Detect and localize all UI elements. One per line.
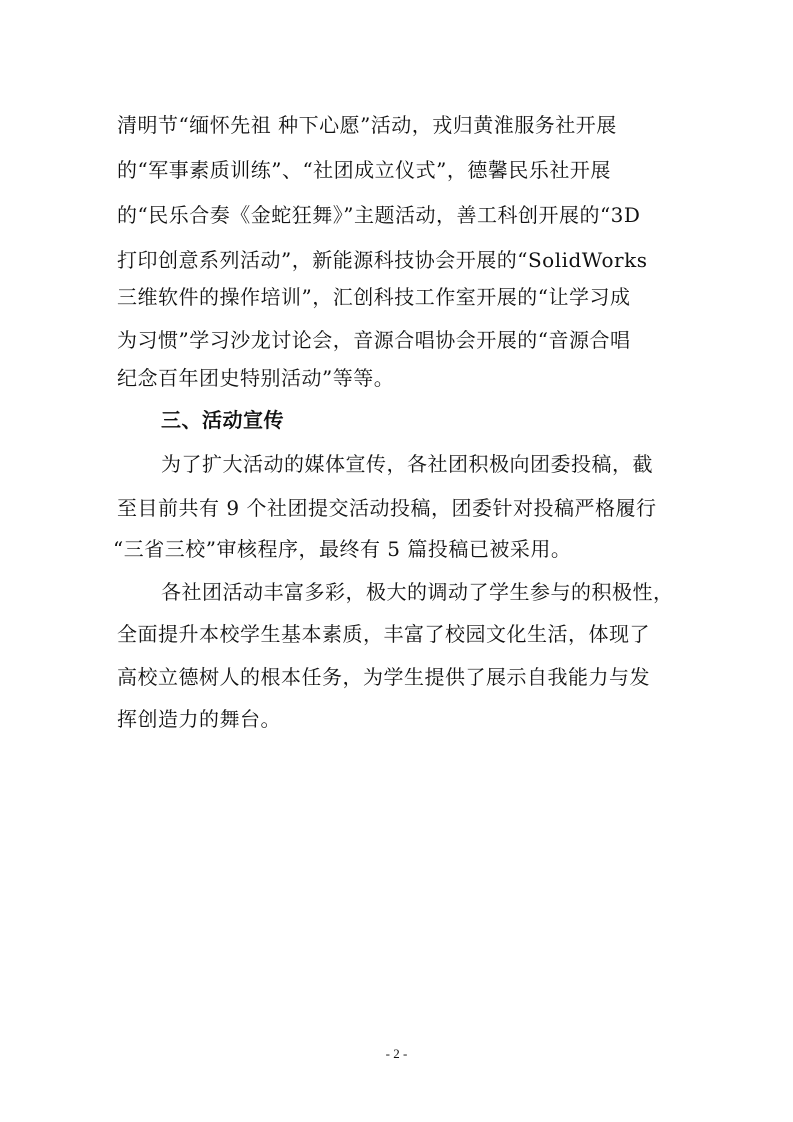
paragraph-line: 高校立德树人的根本任务，为学生提供了展示自我能力与发 <box>117 665 650 689</box>
page-number: - 2 - <box>385 1046 408 1061</box>
paragraph-line: 清明节“缅怀先祖 种下心愿”活动，戎归黄淮服务社开展 <box>117 113 617 137</box>
paragraph-line: 打印创意系列活动”，新能源科技协会开展的“SolidWorks <box>117 248 648 272</box>
paragraph-line: 三维软件的操作培训”，汇创科技工作室开展的“让学习成 <box>117 285 631 309</box>
section-heading: 三、活动宣传 <box>161 408 284 432</box>
paragraph-line: 各社团活动丰富多彩，极大的调动了学生参与的积极性， <box>161 580 674 604</box>
paragraph-line: 为了扩大活动的媒体宣传，各社团积极向团委投稿，截 <box>161 452 653 476</box>
paragraph-line: 为习惯”学习沙龙讨论会，音源合唱协会开展的“音源合唱 <box>117 328 631 352</box>
paragraph-line: 挥创造力的舞台。 <box>117 707 281 731</box>
paragraph-line: 的“民乐合奏《金蛇狂舞》”主题活动，善工科创开展的“3D <box>117 203 641 227</box>
paragraph-line: 的“军事素质训练”、“社团成立仪式”，德馨民乐社开展 <box>117 158 611 182</box>
paragraph-line: 全面提升本校学生基本素质，丰富了校园文化生活，体现了 <box>117 622 650 646</box>
paragraph-line: 至目前共有 9 个社团提交活动投稿，团委针对投稿严格履行 <box>117 496 657 520</box>
paragraph-line: 纪念百年团史特别活动”等等。 <box>117 366 395 390</box>
paragraph-line: “三省三校”审核程序，最终有 5 篇投稿已被采用。 <box>113 537 572 561</box>
